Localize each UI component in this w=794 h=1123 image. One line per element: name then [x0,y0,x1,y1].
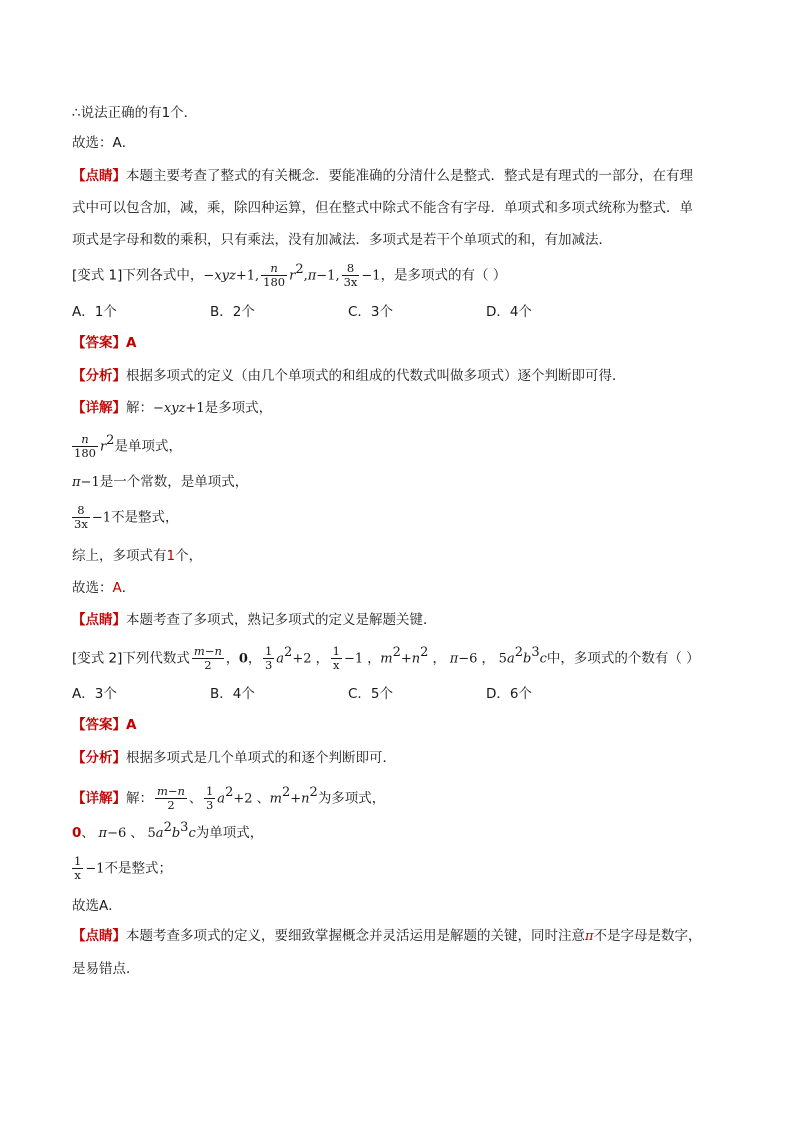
variation-1-detail-3: π−1是一个常数，是单项式， [72,474,249,490]
variation-2-answer: 【答案】A [72,717,137,733]
variation-2-detail-1: 【详解】解： $\frac{m-n}{2}$ 、 $\frac{1}{3}$ $a^2+2$ 、$m^2+n^2$为多项式， [72,784,386,812]
fraction-n-180: $\frac{n}{180}$ [263,261,286,289]
choice-line: 故选：A． [72,135,136,151]
variation-1-summary: 综上，多项式有1个， [72,548,203,564]
option-d[interactable]: D．6个 [486,686,532,702]
conclusion-line: ∴说法正确的有1个． [72,105,198,121]
variation-1-detail-1: 【详解】解：−xyz+1是多项式， [72,400,273,416]
option-c[interactable]: C．3个 [348,304,394,320]
expr-xyz: −xyz [203,268,236,284]
tip-text-line-2: 式中可以包含加，减，乘，除四种运算，但在整式中除式不能含有字母．单项式和多项式统称为整式．单 [72,200,693,216]
variation-1-detail-4: $\frac{8}{3x}$ −1不是整式， [74,503,179,531]
option-a[interactable]: A．3个 [72,686,117,702]
variation-2-choose: 故选A． [72,898,122,914]
variation-1-detail-2: $\frac{n}{180}$ $r^2$是单项式， [74,432,182,460]
fraction-8-3x: $\frac{8}{3x}$ [343,261,358,289]
answer-value: A [126,335,137,351]
variation-1-question: [变式 1]下列各式中，−xyz+1, $\frac{n}{180}$ $r^2,\pi-1$, $\frac{8}{3x}$ −1，是多项式的有（ ） [72,261,507,289]
variation-1-analysis: 【分析】根据多项式的定义（由几个单项式的和组成的代数式叫做多项式）逐个判断即可得． [72,368,626,384]
variation-2-tip: 【点睛】本题考查多项式的定义，要细致掌握概念并灵活运用是解题的关键，同时注意π不是字母是数字， 是易错点． [72,928,702,977]
option-a[interactable]: A．1个 [72,304,117,320]
variation-2-detail-3: $\frac{1}{x}$ −1不是整式； [74,854,172,882]
option-b[interactable]: B．4个 [210,686,255,702]
variation-1-answer: 【答案】A [72,335,137,351]
tip-paragraph-1 [72,160,734,256]
variation-1-tip: 【点睛】本题考查了多项式，熟记多项式的定义是解题关键． [72,612,437,628]
tip-text-line-3: 项式是字母和数的乘积，只有乘法，没有加减法．多项式是若干个单项式的和，有加减法． [72,232,612,248]
tip-text-line-1: 本题主要考查了整式的有关概念．要能准确的分清什么是整式．整式是有理式的一部分，在有理 [126,168,693,184]
option-b[interactable]: B．2个 [210,304,255,320]
variation-2-analysis: 【分析】根据多项式是几个单项式的和逐个判断即可． [72,750,396,766]
variation-2-detail-2: 0、 π−6 、 $5a^2b^3c$为单项式， [72,819,264,841]
answer-value: A [126,717,137,733]
variation-1-tail: ，是多项式的有（ ） [380,267,507,284]
variation-1-choose: 故选：A． [72,580,136,596]
tip-tag: 【点睛】 [72,168,126,184]
variation-2-question: [变式 2]下列代数式 $\frac{m-n}{2}$ ，0， $\frac{1}{3}$ $a^2+2$ ， $\frac{1}{x}$ −1 ，$m^2+n^2$ ， π−6 ， $5a^2b^3c$中，多项式的个数有（ ） [72,644,700,672]
option-d[interactable]: D．4个 [486,304,532,320]
variation-1-label: [变式 1]下列各式中， [72,267,204,284]
option-c[interactable]: C．5个 [348,686,394,702]
